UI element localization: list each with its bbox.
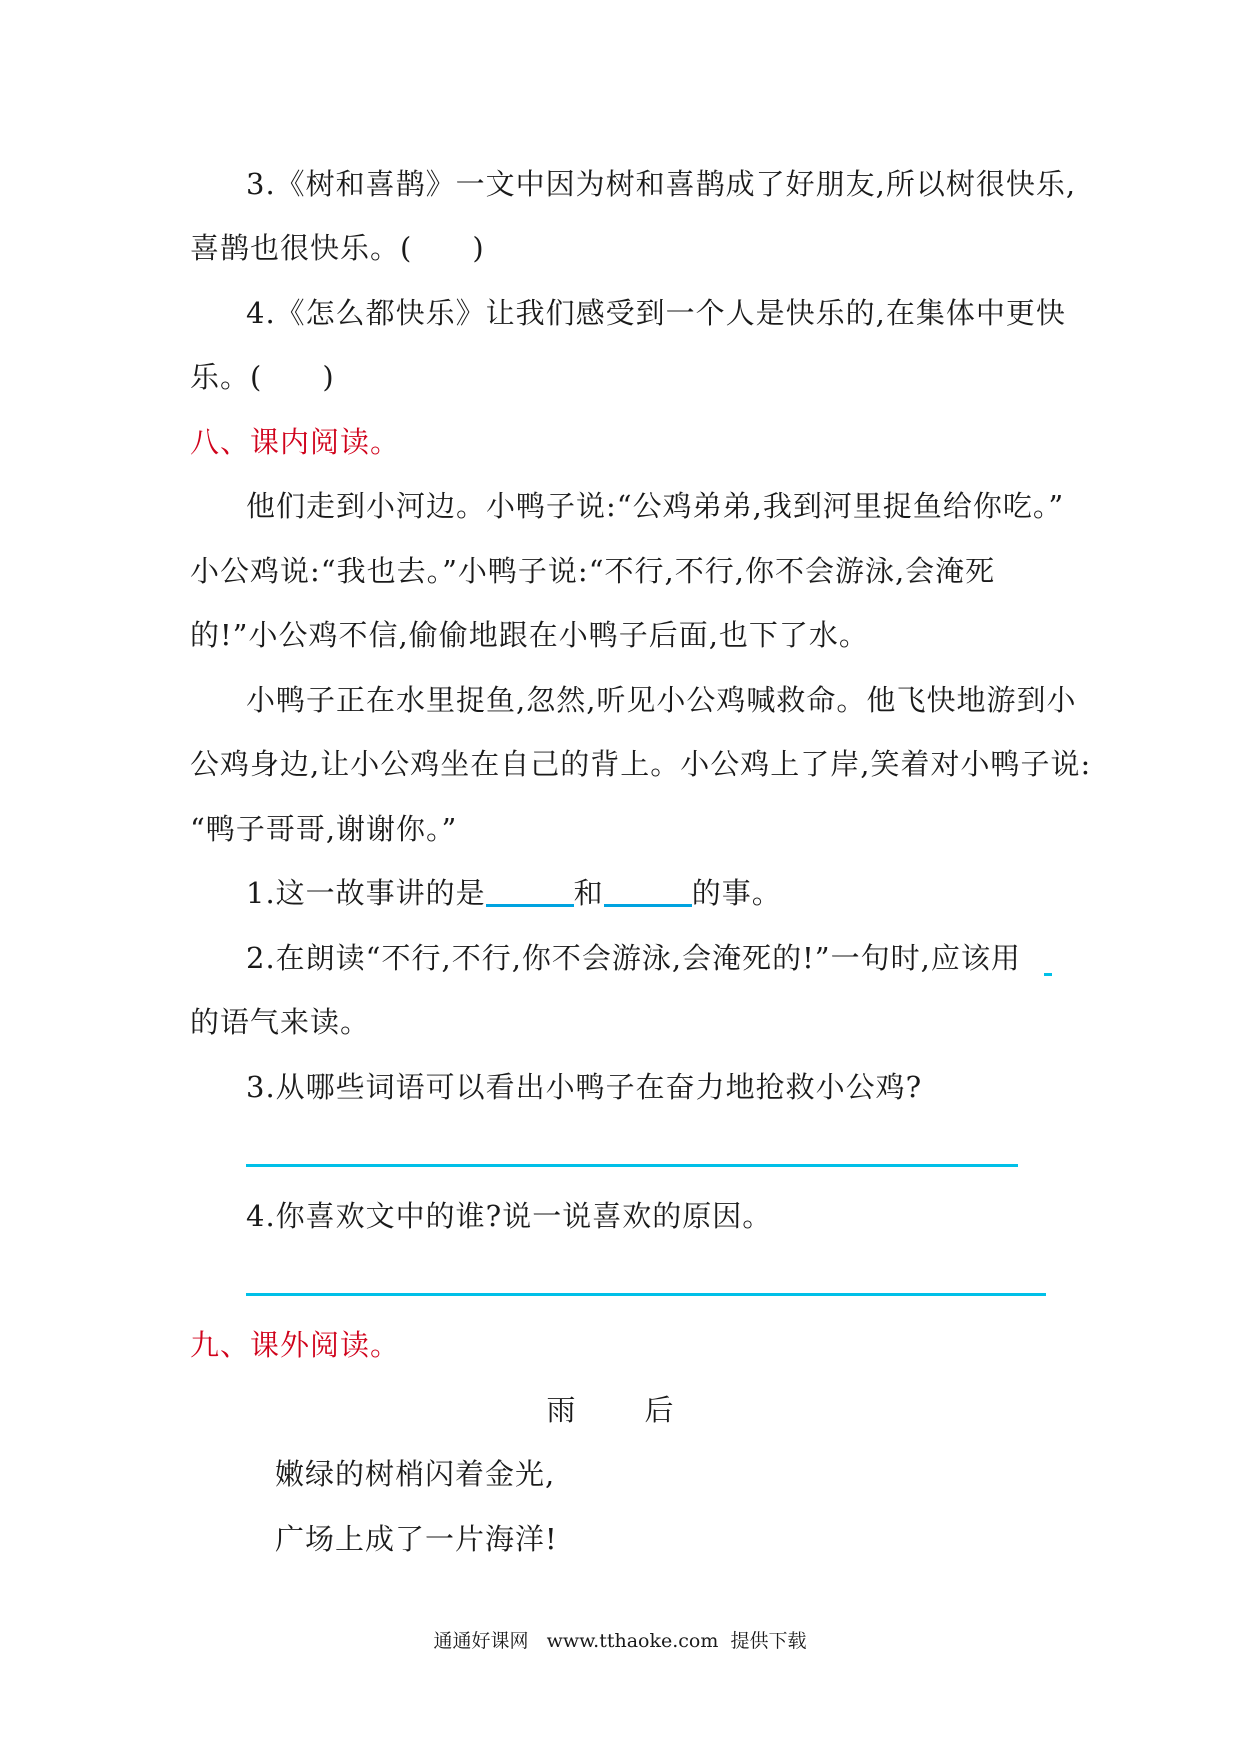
answer-line-question-3[interactable] (246, 1164, 1018, 1167)
reading-question-1 (246, 873, 782, 913)
reading-question-4: 4.你喜欢文中的谁?说一说喜欢的原因。 (246, 1199, 773, 1233)
question-3-line-2: 喜鹊也很快乐。( ) (190, 231, 485, 265)
poem-line-2: 广场上成了一片海洋! (275, 1522, 558, 1556)
passage-p1-line-2: 小公鸡说:“我也去。”小鸭子说:“不行,不行,你不会游泳,会淹死 (190, 554, 996, 588)
passage-p1-line-3: 的!”小公鸡不信,偷偷地跟在小鸭子后面,也下了水。 (190, 618, 869, 652)
page-footer: 通通好课网 www.tthaoke.com 提供下载 (433, 1630, 807, 1652)
section-9-heading: 九、课外阅读。 (190, 1328, 401, 1362)
section-8-heading: 八、课内阅读。 (190, 425, 401, 459)
poem-title: 雨 后 (546, 1393, 694, 1427)
reading-question-3: 3.从哪些词语可以看出小鸭子在奋力地抢救小公鸡? (246, 1070, 923, 1104)
passage-p1-line-1: 他们走到小河边。小鸭子说:“公鸡弟弟,我到河里捉鱼给你吃。” (246, 489, 1065, 523)
answer-blank-1[interactable] (486, 876, 574, 907)
passage-p2-line-3: “鸭子哥哥,谢谢你。” (190, 812, 458, 846)
passage-p2-line-2: 公鸡身边,让小公鸡坐在自己的背上。小公鸡上了岸,笑着对小鸭子说: (190, 747, 1092, 781)
poem-line-1: 嫩绿的树梢闪着金光, (275, 1457, 556, 1491)
question-3-line-1: 3.《树和喜鹊》一文中因为树和喜鹊成了好朋友,所以树很快乐, (246, 167, 1077, 201)
answer-line-question-4[interactable] (246, 1293, 1046, 1296)
passage-p2-line-1: 小鸭子正在水里捉鱼,忽然,听见小公鸡喊救命。他飞快地游到小 (246, 683, 1077, 717)
question-4-line-2: 乐。( ) (190, 360, 335, 394)
reading-question-1-prefix: 1.这一故事讲的是 (246, 876, 486, 910)
answer-blank-3[interactable] (1044, 973, 1052, 976)
question-4-line-1: 4.《怎么都快乐》让我们感受到一个人是快乐的,在集体中更快 (246, 296, 1066, 330)
reading-question-2-line-1: 2.在朗读“不行,不行,你不会游泳,会淹死的!”一句时,应该用 (246, 941, 1021, 975)
reading-question-1-and: 和 (573, 876, 604, 910)
answer-blank-2[interactable] (604, 876, 692, 907)
reading-question-2-line-2: 的语气来读。 (190, 1005, 371, 1039)
reading-question-1-suffix: 的事。 (691, 876, 782, 910)
